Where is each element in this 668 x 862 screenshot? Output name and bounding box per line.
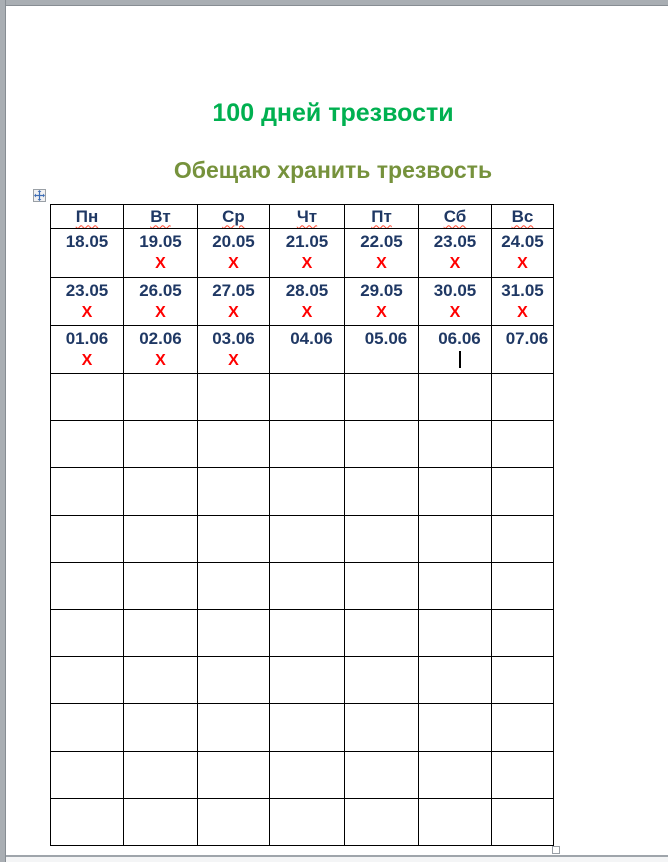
mark-slot-empty [419, 350, 491, 372]
sobriety-mark: X [449, 304, 461, 321]
empty-day-cell[interactable] [124, 515, 198, 562]
sobriety-mark: X [81, 304, 93, 321]
sobriety-mark: X [228, 304, 239, 321]
sobriety-mark: X [301, 255, 313, 272]
empty-day-cell[interactable] [198, 704, 270, 751]
empty-day-cell[interactable] [492, 515, 554, 562]
empty-day-cell[interactable] [270, 751, 345, 798]
empty-day-cell[interactable] [492, 751, 554, 798]
empty-day-cell[interactable] [51, 798, 124, 845]
empty-day-cell[interactable] [345, 562, 419, 609]
sobriety-mark: X [301, 304, 313, 321]
day-cell-03.06[interactable] [198, 326, 270, 374]
empty-day-cell[interactable] [419, 562, 492, 609]
empty-day-cell[interactable] [51, 751, 124, 798]
empty-week-row [51, 515, 554, 562]
empty-day-cell[interactable] [198, 468, 270, 515]
empty-week-row [51, 374, 554, 421]
weekday-label: Сб [443, 206, 467, 226]
day-cell-05.06[interactable] [345, 326, 419, 374]
empty-day-cell[interactable] [124, 704, 198, 751]
date-label: 23.05 [65, 281, 109, 300]
empty-day-cell[interactable] [198, 798, 270, 845]
weekday-label: Вс [511, 206, 534, 226]
empty-day-cell[interactable] [124, 374, 198, 421]
empty-day-cell[interactable] [51, 468, 124, 515]
date-label: 31.05 [501, 281, 544, 300]
week-row [51, 326, 554, 374]
empty-day-cell[interactable] [270, 704, 345, 751]
date-label: 19.05 [139, 232, 182, 251]
empty-day-cell[interactable] [51, 657, 124, 704]
day-cell-26.05[interactable] [124, 278, 198, 326]
day-cell-22.05[interactable] [345, 229, 419, 278]
day-cell-30.05[interactable] [419, 278, 492, 326]
empty-day-cell[interactable] [419, 704, 492, 751]
empty-day-cell[interactable] [124, 421, 198, 468]
weekday-header-Чт[interactable] [270, 205, 345, 229]
empty-day-cell[interactable] [419, 421, 492, 468]
empty-day-cell[interactable] [124, 468, 198, 515]
move-icon [34, 190, 45, 201]
date-label: 21.05 [285, 232, 329, 251]
empty-day-cell[interactable] [270, 421, 345, 468]
empty-week-row [51, 562, 554, 609]
day-cell-24.05[interactable] [492, 229, 554, 278]
week-row [51, 278, 554, 326]
empty-day-cell[interactable] [198, 374, 270, 421]
empty-day-cell[interactable] [270, 468, 345, 515]
empty-day-cell[interactable] [419, 609, 492, 656]
empty-day-cell[interactable] [345, 798, 419, 845]
date-label: 04.06 [290, 329, 333, 348]
date-label: 22.05 [360, 232, 403, 251]
day-cell-07.06[interactable] [492, 326, 554, 374]
sobriety-mark: X [228, 255, 239, 272]
weekday-header-row [51, 205, 554, 229]
empty-day-cell[interactable] [270, 374, 345, 421]
empty-day-cell[interactable] [345, 657, 419, 704]
empty-day-cell[interactable] [51, 609, 124, 656]
sobriety-mark: X [155, 304, 166, 321]
sobriety-mark: X [376, 304, 387, 321]
empty-day-cell[interactable] [492, 421, 554, 468]
empty-day-cell[interactable] [198, 657, 270, 704]
empty-day-cell[interactable] [492, 704, 554, 751]
day-cell-18.05[interactable] [51, 229, 124, 278]
empty-day-cell[interactable] [419, 374, 492, 421]
day-cell-31.05[interactable] [492, 278, 554, 326]
empty-day-cell[interactable] [51, 562, 124, 609]
empty-day-cell[interactable] [492, 374, 554, 421]
sobriety-mark: X [228, 352, 239, 369]
table-resize-handle[interactable] [552, 846, 560, 854]
date-label: 18.05 [65, 232, 109, 251]
sobriety-mark: X [155, 255, 166, 272]
sobriety-calendar-table [50, 204, 554, 846]
empty-day-cell[interactable] [345, 704, 419, 751]
date-label: 24.05 [501, 232, 544, 251]
empty-day-cell[interactable] [51, 704, 124, 751]
empty-day-cell[interactable] [419, 751, 492, 798]
empty-day-cell[interactable] [124, 609, 198, 656]
day-cell-27.05[interactable] [198, 278, 270, 326]
weekday-label: Ср [222, 206, 245, 226]
day-cell-28.05[interactable] [270, 278, 345, 326]
empty-day-cell[interactable] [124, 798, 198, 845]
sobriety-mark: X [376, 255, 387, 272]
empty-day-cell[interactable] [124, 751, 198, 798]
week-row [51, 229, 554, 278]
empty-day-cell[interactable] [492, 468, 554, 515]
date-label: 26.05 [139, 281, 182, 300]
empty-week-row [51, 704, 554, 751]
document-page [6, 6, 668, 855]
empty-day-cell[interactable] [270, 609, 345, 656]
empty-day-cell[interactable] [492, 562, 554, 609]
empty-week-row [51, 468, 554, 515]
date-label: 07.06 [505, 329, 549, 348]
empty-day-cell[interactable] [198, 421, 270, 468]
empty-day-cell[interactable] [270, 798, 345, 845]
weekday-header-Ср[interactable] [198, 205, 270, 229]
weekday-label: Пт [371, 206, 392, 226]
sobriety-mark: X [81, 352, 93, 369]
empty-week-row [51, 798, 554, 845]
empty-day-cell[interactable] [345, 468, 419, 515]
sobriety-mark: X [517, 255, 528, 272]
weekday-label: Чт [296, 206, 318, 226]
empty-day-cell[interactable] [124, 562, 198, 609]
empty-day-cell[interactable] [345, 609, 419, 656]
empty-day-cell[interactable] [345, 421, 419, 468]
weekday-header-Пт[interactable] [345, 205, 419, 229]
day-cell-06.06[interactable] [419, 326, 492, 374]
day-cell-21.05[interactable] [270, 229, 345, 278]
empty-day-cell[interactable] [345, 751, 419, 798]
empty-day-cell[interactable] [51, 374, 124, 421]
date-label: 06.06 [438, 329, 481, 348]
empty-week-row [51, 751, 554, 798]
day-cell-23.05[interactable] [51, 278, 124, 326]
day-cell-19.05[interactable] [124, 229, 198, 278]
empty-day-cell[interactable] [419, 515, 492, 562]
weekday-header-Пн[interactable] [51, 205, 124, 229]
page-bottom-edge [6, 855, 668, 857]
day-cell-20.05[interactable] [198, 229, 270, 278]
date-label: 27.05 [212, 281, 255, 300]
empty-day-cell[interactable] [492, 609, 554, 656]
day-cell-04.06[interactable] [270, 326, 345, 374]
empty-day-cell[interactable] [345, 374, 419, 421]
day-cell-01.06[interactable] [51, 326, 124, 374]
sobriety-mark: X [155, 352, 166, 369]
weekday-label: Пн [75, 206, 99, 226]
empty-day-cell[interactable] [419, 468, 492, 515]
day-cell-29.05[interactable] [345, 278, 419, 326]
page-title[interactable]: 100 дней трезвости [212, 99, 454, 127]
empty-day-cell[interactable] [198, 515, 270, 562]
table-move-handle[interactable] [33, 189, 46, 202]
empty-day-cell[interactable] [419, 798, 492, 845]
date-label: 20.05 [212, 232, 255, 251]
day-cell-02.06[interactable] [124, 326, 198, 374]
date-label: 30.05 [433, 281, 477, 300]
sobriety-mark: X [517, 304, 528, 321]
empty-day-cell[interactable] [198, 562, 270, 609]
empty-day-cell[interactable] [270, 657, 345, 704]
date-label: 23.05 [433, 232, 477, 251]
weekday-header-Сб[interactable] [419, 205, 492, 229]
empty-day-cell[interactable] [419, 657, 492, 704]
empty-day-cell[interactable] [51, 421, 124, 468]
date-label: 05.06 [364, 329, 408, 348]
date-label: 02.06 [139, 329, 182, 348]
text-cursor [459, 351, 461, 368]
date-label: 28.05 [285, 281, 329, 300]
empty-day-cell[interactable] [51, 515, 124, 562]
weekday-label: Вт [150, 206, 171, 226]
weekday-header-Вт[interactable] [124, 205, 198, 229]
date-label: 29.05 [360, 281, 403, 300]
empty-day-cell[interactable] [198, 609, 270, 656]
weekday-header-Вс[interactable] [492, 205, 554, 229]
day-cell-23.05[interactable] [419, 229, 492, 278]
empty-day-cell[interactable] [270, 562, 345, 609]
date-label: 03.06 [212, 329, 255, 348]
empty-day-cell[interactable] [345, 515, 419, 562]
page-subtitle[interactable]: Обещаю хранить трезвость [173, 157, 493, 183]
date-label: 01.06 [65, 329, 109, 348]
empty-week-row [51, 421, 554, 468]
empty-day-cell[interactable] [492, 657, 554, 704]
empty-day-cell[interactable] [124, 657, 198, 704]
empty-week-row [51, 657, 554, 704]
empty-day-cell[interactable] [270, 515, 345, 562]
sobriety-mark: X [449, 255, 461, 272]
empty-day-cell[interactable] [492, 798, 554, 845]
empty-day-cell[interactable] [198, 751, 270, 798]
empty-week-row [51, 609, 554, 656]
